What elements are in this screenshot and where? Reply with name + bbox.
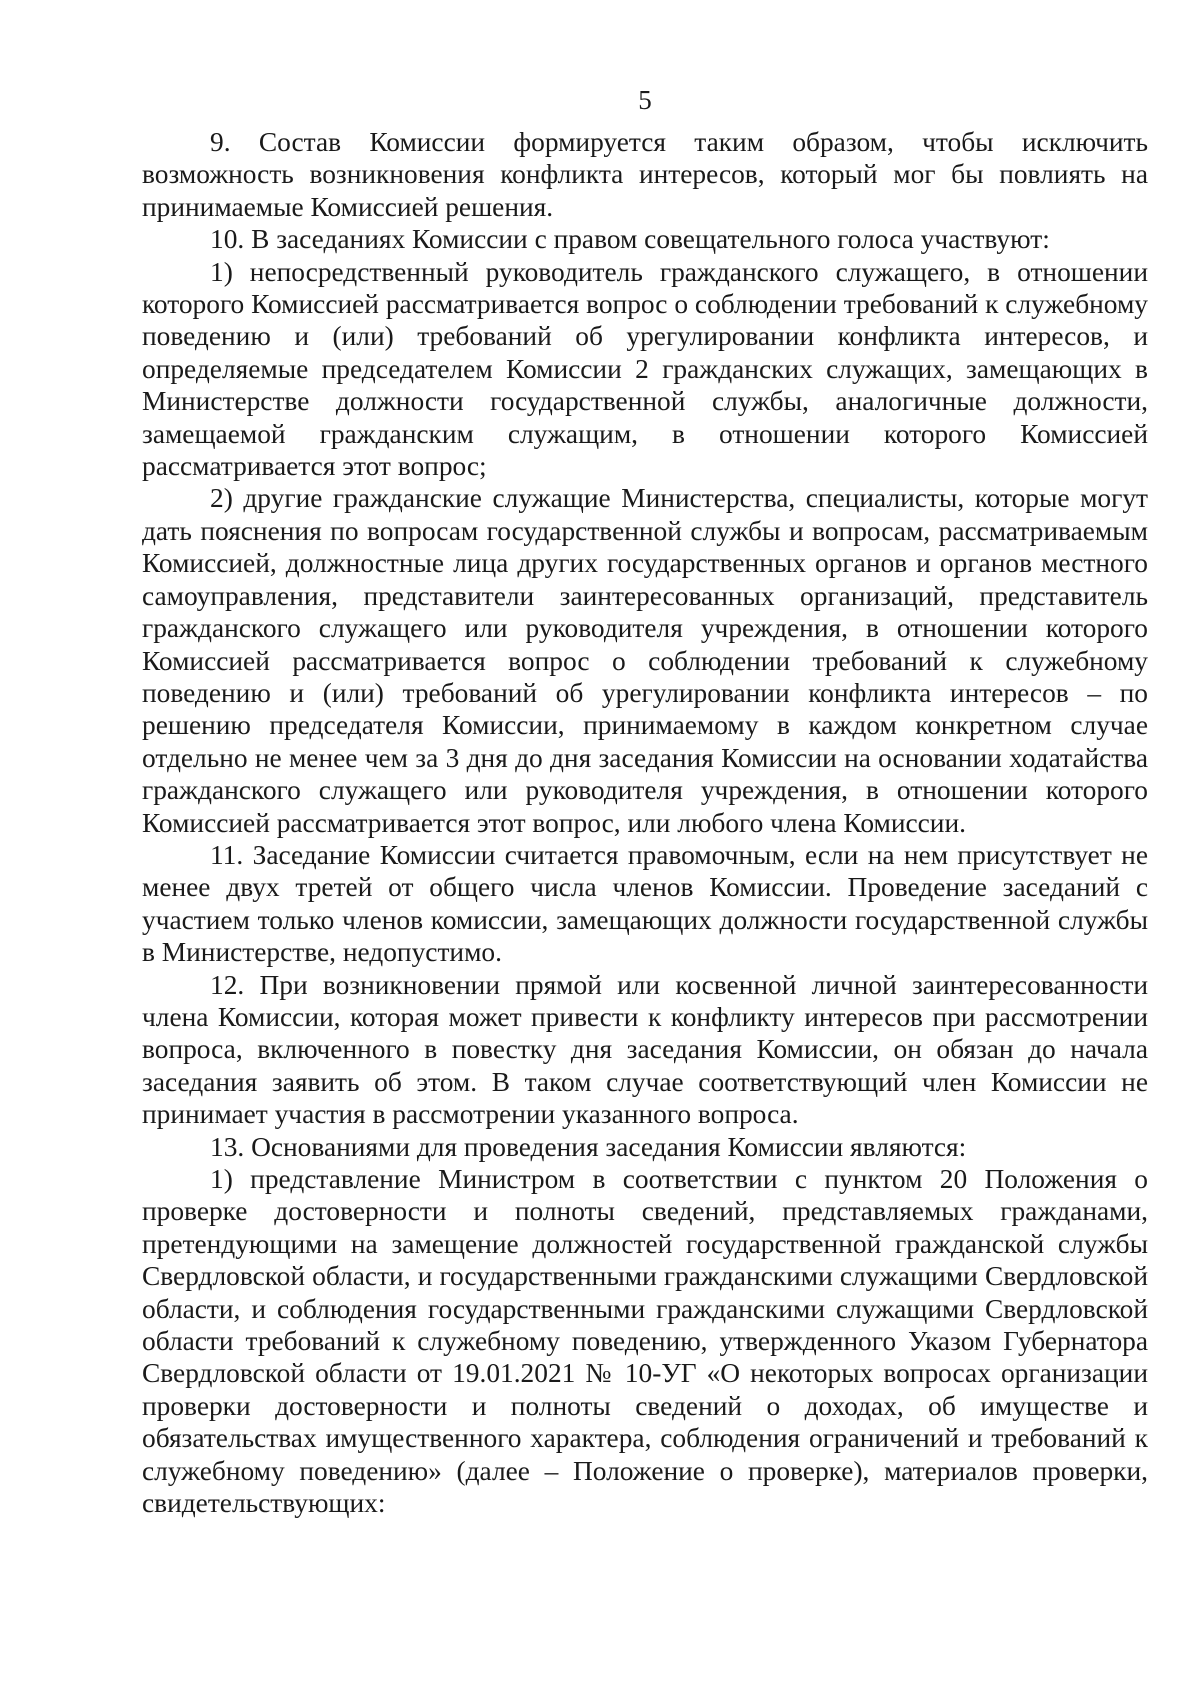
paragraph-13-item-1: 1) представление Министром в соответствии с пунктом 20 Положения о проверке достоверности и полноты сведений, представляемых гражданами, претендующими на замещение должностей государственной гражданской службы Свердловской области, и государственными гражданскими служащими Свердловской области, и соблюдения государственными гражданскими служащими Свердловской области требований к служебному поведению, утвержденного Указом Губернатора Свердловской области от 19.01.2021 № 10-УГ «О некоторых вопросах организации проверки достоверности и полноты сведений о доходах, об имуществе и обязательствах имущественного характера, соблюдения ограничений и требований к служебному поведению» (далее – Положение о проверке), материалов проверки, свидетельствующих: <box>142 1164 1148 1519</box>
paragraph-12: 12. При возникновении прямой или косвенной личной заинтересованности члена Комиссии, которая может привести к конфликту интересов при рассмотрении вопроса, включенного в повестку дня заседания Комиссии, он обязан до начала заседания заявить об этом. В таком случае соответствующий член Комиссии не принимает участия в рассмотрении указанного вопроса. <box>142 969 1148 1130</box>
paragraph-13: 13. Основаниями для проведения заседания Комиссии являются: <box>210 1131 967 1162</box>
paragraph-10-item-1: 1) непосредственный руководитель гражданского служащего, в отношении которого Комиссией рассматривается вопрос о соблюдении требований к служебному поведению и (или) требований об урегулировании конфликта интересов, и определяемые председателем Комиссии 2 гражданских служащих, замещающих в Министерстве должности государственной службы, аналогичные должности, замещаемой гражданским служащим, в отношении которого Комиссией рассматривается этот вопрос; <box>142 256 1148 482</box>
page-number: 5 <box>638 85 652 115</box>
paragraph-11: 11. Заседание Комиссии считается правомочным, если на нем присутствует не менее двух третей от общего числа членов Комиссии. Проведение заседаний с участием только членов комиссии, замещающих должности государственной службы в Министерстве, недопустимо. <box>142 839 1148 968</box>
document-body <box>142 126 1148 1519</box>
paragraph-10: 10. В заседаниях Комиссии с правом совещательного голоса участвуют: <box>210 224 1050 255</box>
paragraph-9: 9. Состав Комиссии формируется таким образом, чтобы исключить возможность возникновения конфликта интересов, который мог бы повлиять на принимаемые Комиссией решения. <box>142 127 1148 222</box>
paragraph-10-item-2: 2) другие гражданские служащие Министерства, специалисты, которые могут дать пояснения по вопросам государственной службы и вопросам, рассматриваемым Комиссией, должностные лица других государственных органов и органов местного самоуправления, представители заинтересованных организаций, представитель гражданского служащего или руководителя учреждения, в отношении которого Комиссией рассматривается вопрос о соблюдении требований к служебному поведению и (или) требований об урегулировании конфликта интересов – по решению председателя Комиссии, принимаемому в каждом конкретном случае отдельно не менее чем за 3 дня до дня заседания Комиссии на основании ходатайства гражданского служащего или руководителя учреждения, в отношении которого Комиссией рассматривается этот вопрос, или любого члена Комиссии. <box>142 483 1148 838</box>
